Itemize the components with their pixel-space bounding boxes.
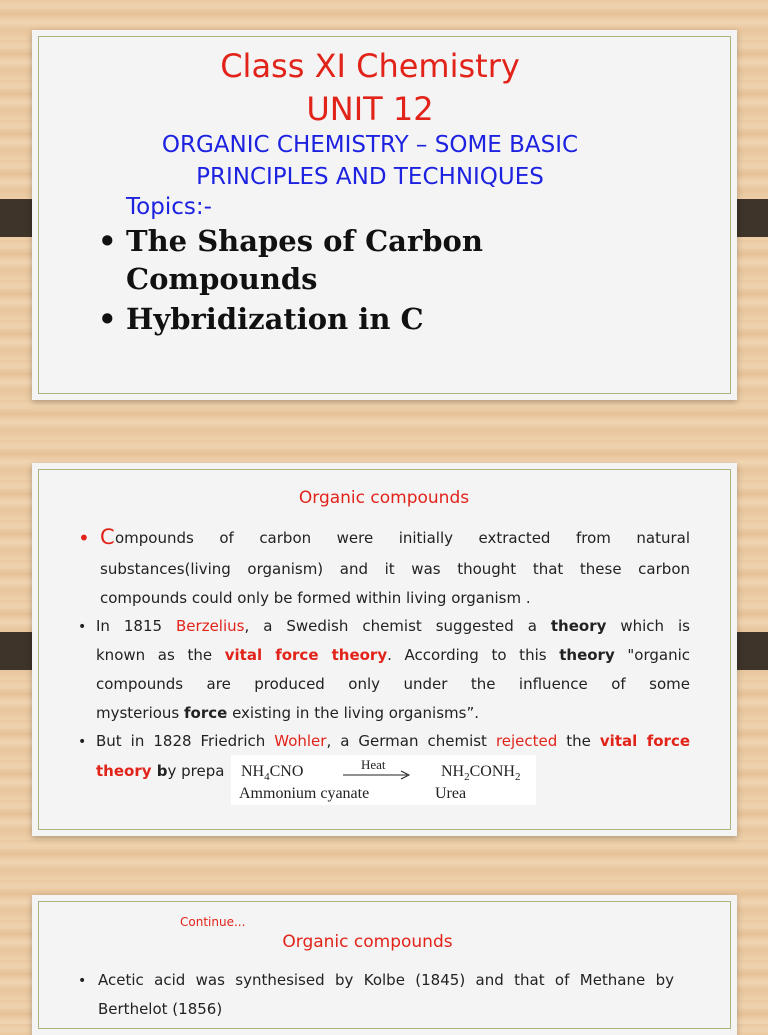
wohler-text: Wohler bbox=[274, 732, 327, 750]
text: In 1815 bbox=[96, 617, 177, 635]
product-formula bbox=[441, 763, 520, 783]
product-name: Urea bbox=[435, 785, 467, 802]
word: from bbox=[575, 529, 611, 547]
theory-text: theory bbox=[550, 617, 607, 635]
bullet-2-dot: • bbox=[78, 619, 87, 635]
vital-force-theory-text: vital force theory bbox=[224, 646, 388, 664]
subscript: 4 bbox=[264, 771, 270, 784]
formula-part: NH bbox=[441, 763, 465, 780]
bullet-2-line2 bbox=[96, 641, 690, 670]
slide-1-unit: UNIT 12 bbox=[306, 90, 434, 128]
word: extracted bbox=[478, 529, 551, 547]
bullet-1-line3: compounds could only be formed within living organism . bbox=[100, 589, 531, 607]
topic-item-2: Hybridization in C bbox=[126, 302, 424, 336]
formula-part: CONH bbox=[469, 763, 515, 780]
rejected-text: rejected bbox=[495, 732, 558, 750]
text: "organic bbox=[614, 646, 691, 664]
text: , a Swedish chemist suggested a bbox=[244, 617, 551, 635]
topic-item-1: The Shapes of Carbon bbox=[126, 224, 483, 258]
slide-2-heading: Organic compounds bbox=[298, 488, 470, 508]
text: . According to this bbox=[387, 646, 560, 664]
text: mysterious bbox=[96, 704, 185, 722]
berzelius-text: Berzelius bbox=[176, 617, 245, 635]
heat-label: Heat bbox=[361, 757, 386, 772]
bullet-1-first-letter: C bbox=[100, 525, 115, 549]
bullet-3-line1 bbox=[96, 727, 690, 756]
subscript: 2 bbox=[514, 771, 521, 784]
word: carbon bbox=[259, 529, 312, 547]
slide-3-heading: Organic compounds bbox=[282, 932, 453, 952]
word: ompounds bbox=[115, 529, 194, 547]
slide-3-bullet-line2: Berthelot (1856) bbox=[98, 1000, 223, 1018]
reactant-name: Ammonium cyanate bbox=[239, 785, 370, 802]
subscript: 2 bbox=[464, 771, 470, 784]
bullet-2-line3: compounds are produced only under the influence of some bbox=[96, 675, 690, 693]
theory-text: theory bbox=[559, 646, 615, 664]
bullet-1-line2: substances(living organism) and it was thought that these carbon bbox=[100, 560, 690, 578]
text: y prepa bbox=[167, 762, 225, 780]
word: were bbox=[336, 529, 374, 547]
force-text: force bbox=[184, 704, 228, 722]
text: the bbox=[557, 732, 600, 750]
text: b bbox=[151, 762, 168, 780]
formula-part: NH bbox=[241, 763, 265, 780]
urea-synthesis-equation bbox=[231, 755, 536, 805]
bullet-1-dot: • bbox=[78, 526, 90, 550]
formula-part: CNO bbox=[269, 763, 304, 780]
text: known as the bbox=[96, 646, 225, 664]
topic-bullet-1: • bbox=[98, 224, 117, 258]
word: natural bbox=[636, 529, 690, 547]
slide-1-title: Class XI Chemistry bbox=[220, 47, 520, 85]
topics-label: Topics:- bbox=[126, 194, 212, 220]
reactant-formula bbox=[241, 763, 303, 783]
theory-text: theory bbox=[96, 762, 152, 780]
text: But in 1828 Friedrich bbox=[96, 732, 275, 750]
bullet-3-dot: • bbox=[78, 734, 87, 750]
topic-bullet-2: • bbox=[98, 302, 117, 336]
slide-3-bullet-line1: Acetic acid was synthesised by Kolbe (1845) and that of Methane by bbox=[98, 971, 674, 989]
text: which is bbox=[606, 617, 690, 635]
word: initially bbox=[398, 529, 453, 547]
bullet-2-line4 bbox=[96, 699, 690, 728]
text: , a German chemist bbox=[326, 732, 496, 750]
text: existing in the living organisms”. bbox=[227, 704, 480, 722]
slide-3-bullet-dot: • bbox=[78, 973, 87, 989]
topic-item-1-cont: Compounds bbox=[126, 262, 318, 296]
word: of bbox=[219, 529, 234, 547]
continue-label: Continue... bbox=[180, 915, 246, 929]
slide-1-subtitle-line2: PRINCIPLES AND TECHNIQUES bbox=[196, 164, 544, 190]
vital-force-text: vital force bbox=[599, 732, 691, 750]
slide-1-subtitle-line1: ORGANIC CHEMISTRY – SOME BASIC bbox=[161, 132, 579, 158]
reaction-arrow-icon bbox=[341, 769, 413, 781]
bullet-1-line1 bbox=[115, 524, 690, 553]
bullet-2-line1 bbox=[96, 612, 690, 641]
